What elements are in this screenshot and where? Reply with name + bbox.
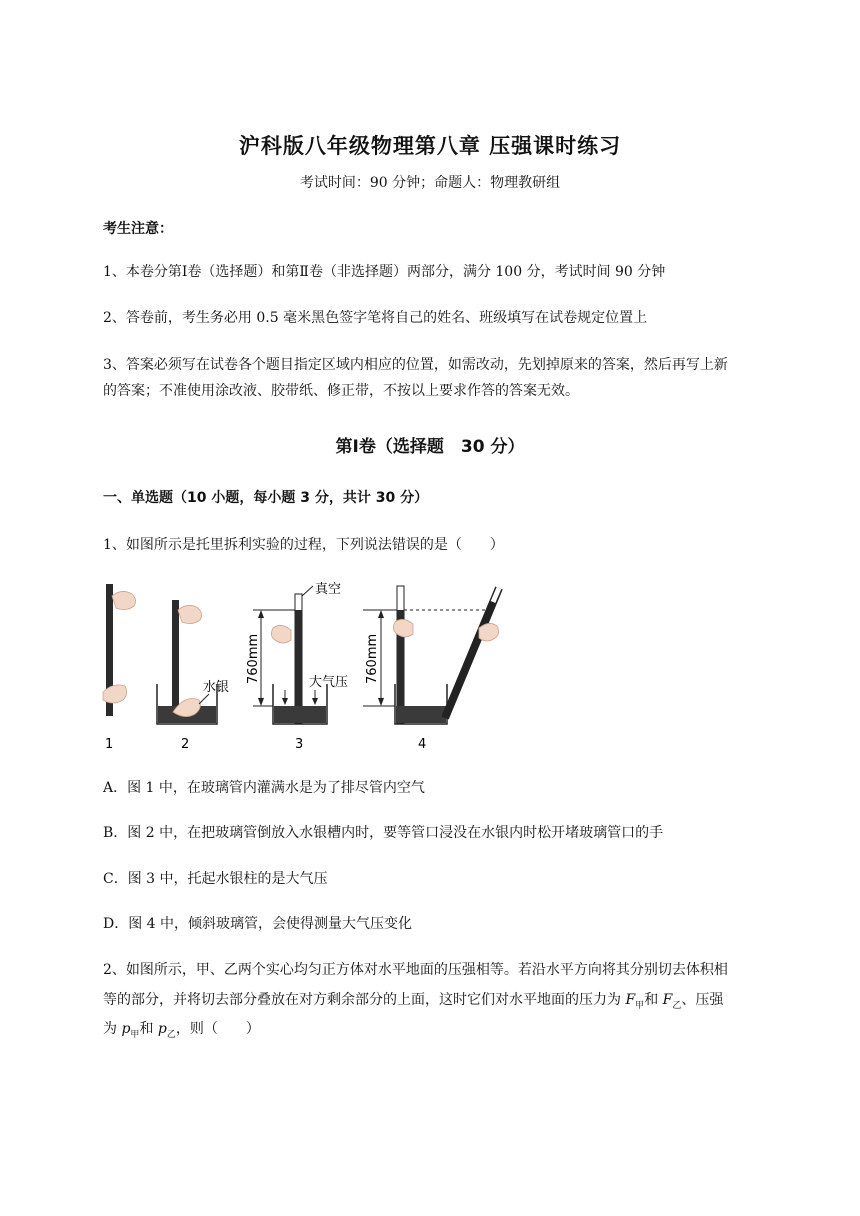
hand-icon <box>479 623 499 641</box>
figure-number-4: 4 <box>418 737 427 752</box>
figure-3 <box>246 581 348 752</box>
torricelli-figure <box>95 572 515 757</box>
mercury-label: 水银 <box>203 680 230 695</box>
hand-icon <box>178 605 202 623</box>
section-title: 第Ⅰ卷（选择题 30 分） <box>335 437 525 457</box>
figure-4 <box>363 586 499 752</box>
notice-heading: 考生注意： <box>103 221 173 237</box>
vacuum-label: 真空 <box>315 582 342 597</box>
hand-icon <box>393 619 413 637</box>
question-2-line-3: 为 $p_甲$和 $p_乙$，则（ ） <box>103 1021 260 1040</box>
question-1-option-c: C．图 3 中，托起水银柱的是大气压 <box>103 871 328 887</box>
exam-info: 考试时间：90 分钟；命题人：物理教研组 <box>299 175 561 191</box>
question-2-line-1: 2、如图所示，甲、乙两个实心均匀正方体对水平地面的压强相等。若沿水平方向将其分别切去体积相 <box>103 962 728 978</box>
question-2-line-2: 等的部分，并将切去部分叠放在对方剩余部分的上面，这时它们对水平地面的压力为 $F_甲$和 $F_乙$、压强 <box>103 992 724 1011</box>
page-title: 沪科版八年级物理第八章 压强课时练习 <box>238 134 622 158</box>
figure-number-3: 3 <box>295 737 304 752</box>
part-title: 一、单选题（10 小题，每小题 3 分，共计 30 分） <box>103 490 429 506</box>
height-label-4: 760mm <box>365 633 380 684</box>
height-label-3: 760mm <box>246 633 261 684</box>
figure-number-2: 2 <box>181 737 190 752</box>
question-1-stem: 1、如图所示是托里拆利实验的过程，下列说法错误的是（ ） <box>103 537 504 553</box>
hand-icon <box>112 591 136 609</box>
question-1-option-b: B．图 2 中，在把玻璃管倒放入水银槽内时，要等管口浸没在水银内时松开堵玻璃管口的手 <box>103 825 664 841</box>
question-1-option-d: D．图 4 中，倾斜玻璃管，会使得测量大气压变化 <box>103 916 413 932</box>
notice-item-3: 3、答案必须写在试卷各个题目指定区域内相应的位置，如需改动，先划掉原来的答案，然后再写上新 <box>103 357 728 373</box>
figure-1 <box>103 584 136 752</box>
question-1-option-a: A．图 1 中，在玻璃管内灌满水是为了排尽管内空气 <box>103 780 425 796</box>
atm-pressure-label: 大气压 <box>309 675 349 690</box>
notice-item-1: 1、本卷分第Ⅰ卷（选择题）和第Ⅱ卷（非选择题）两部分，满分 100 分，考试时间 90 分钟 <box>103 264 666 280</box>
notice-item-2: 2、答卷前，考生务必用 0.5 毫米黑色签字笔将自己的姓名、班级填写在试卷规定位置上 <box>103 310 648 326</box>
figure-2 <box>157 600 229 752</box>
hand-icon <box>271 625 291 643</box>
figure-number-1: 1 <box>105 737 114 752</box>
notice-item-3-cont: 的答案；不准使用涂改液、胶带纸、修正带，不按以上要求作答的答案无效。 <box>103 383 579 399</box>
